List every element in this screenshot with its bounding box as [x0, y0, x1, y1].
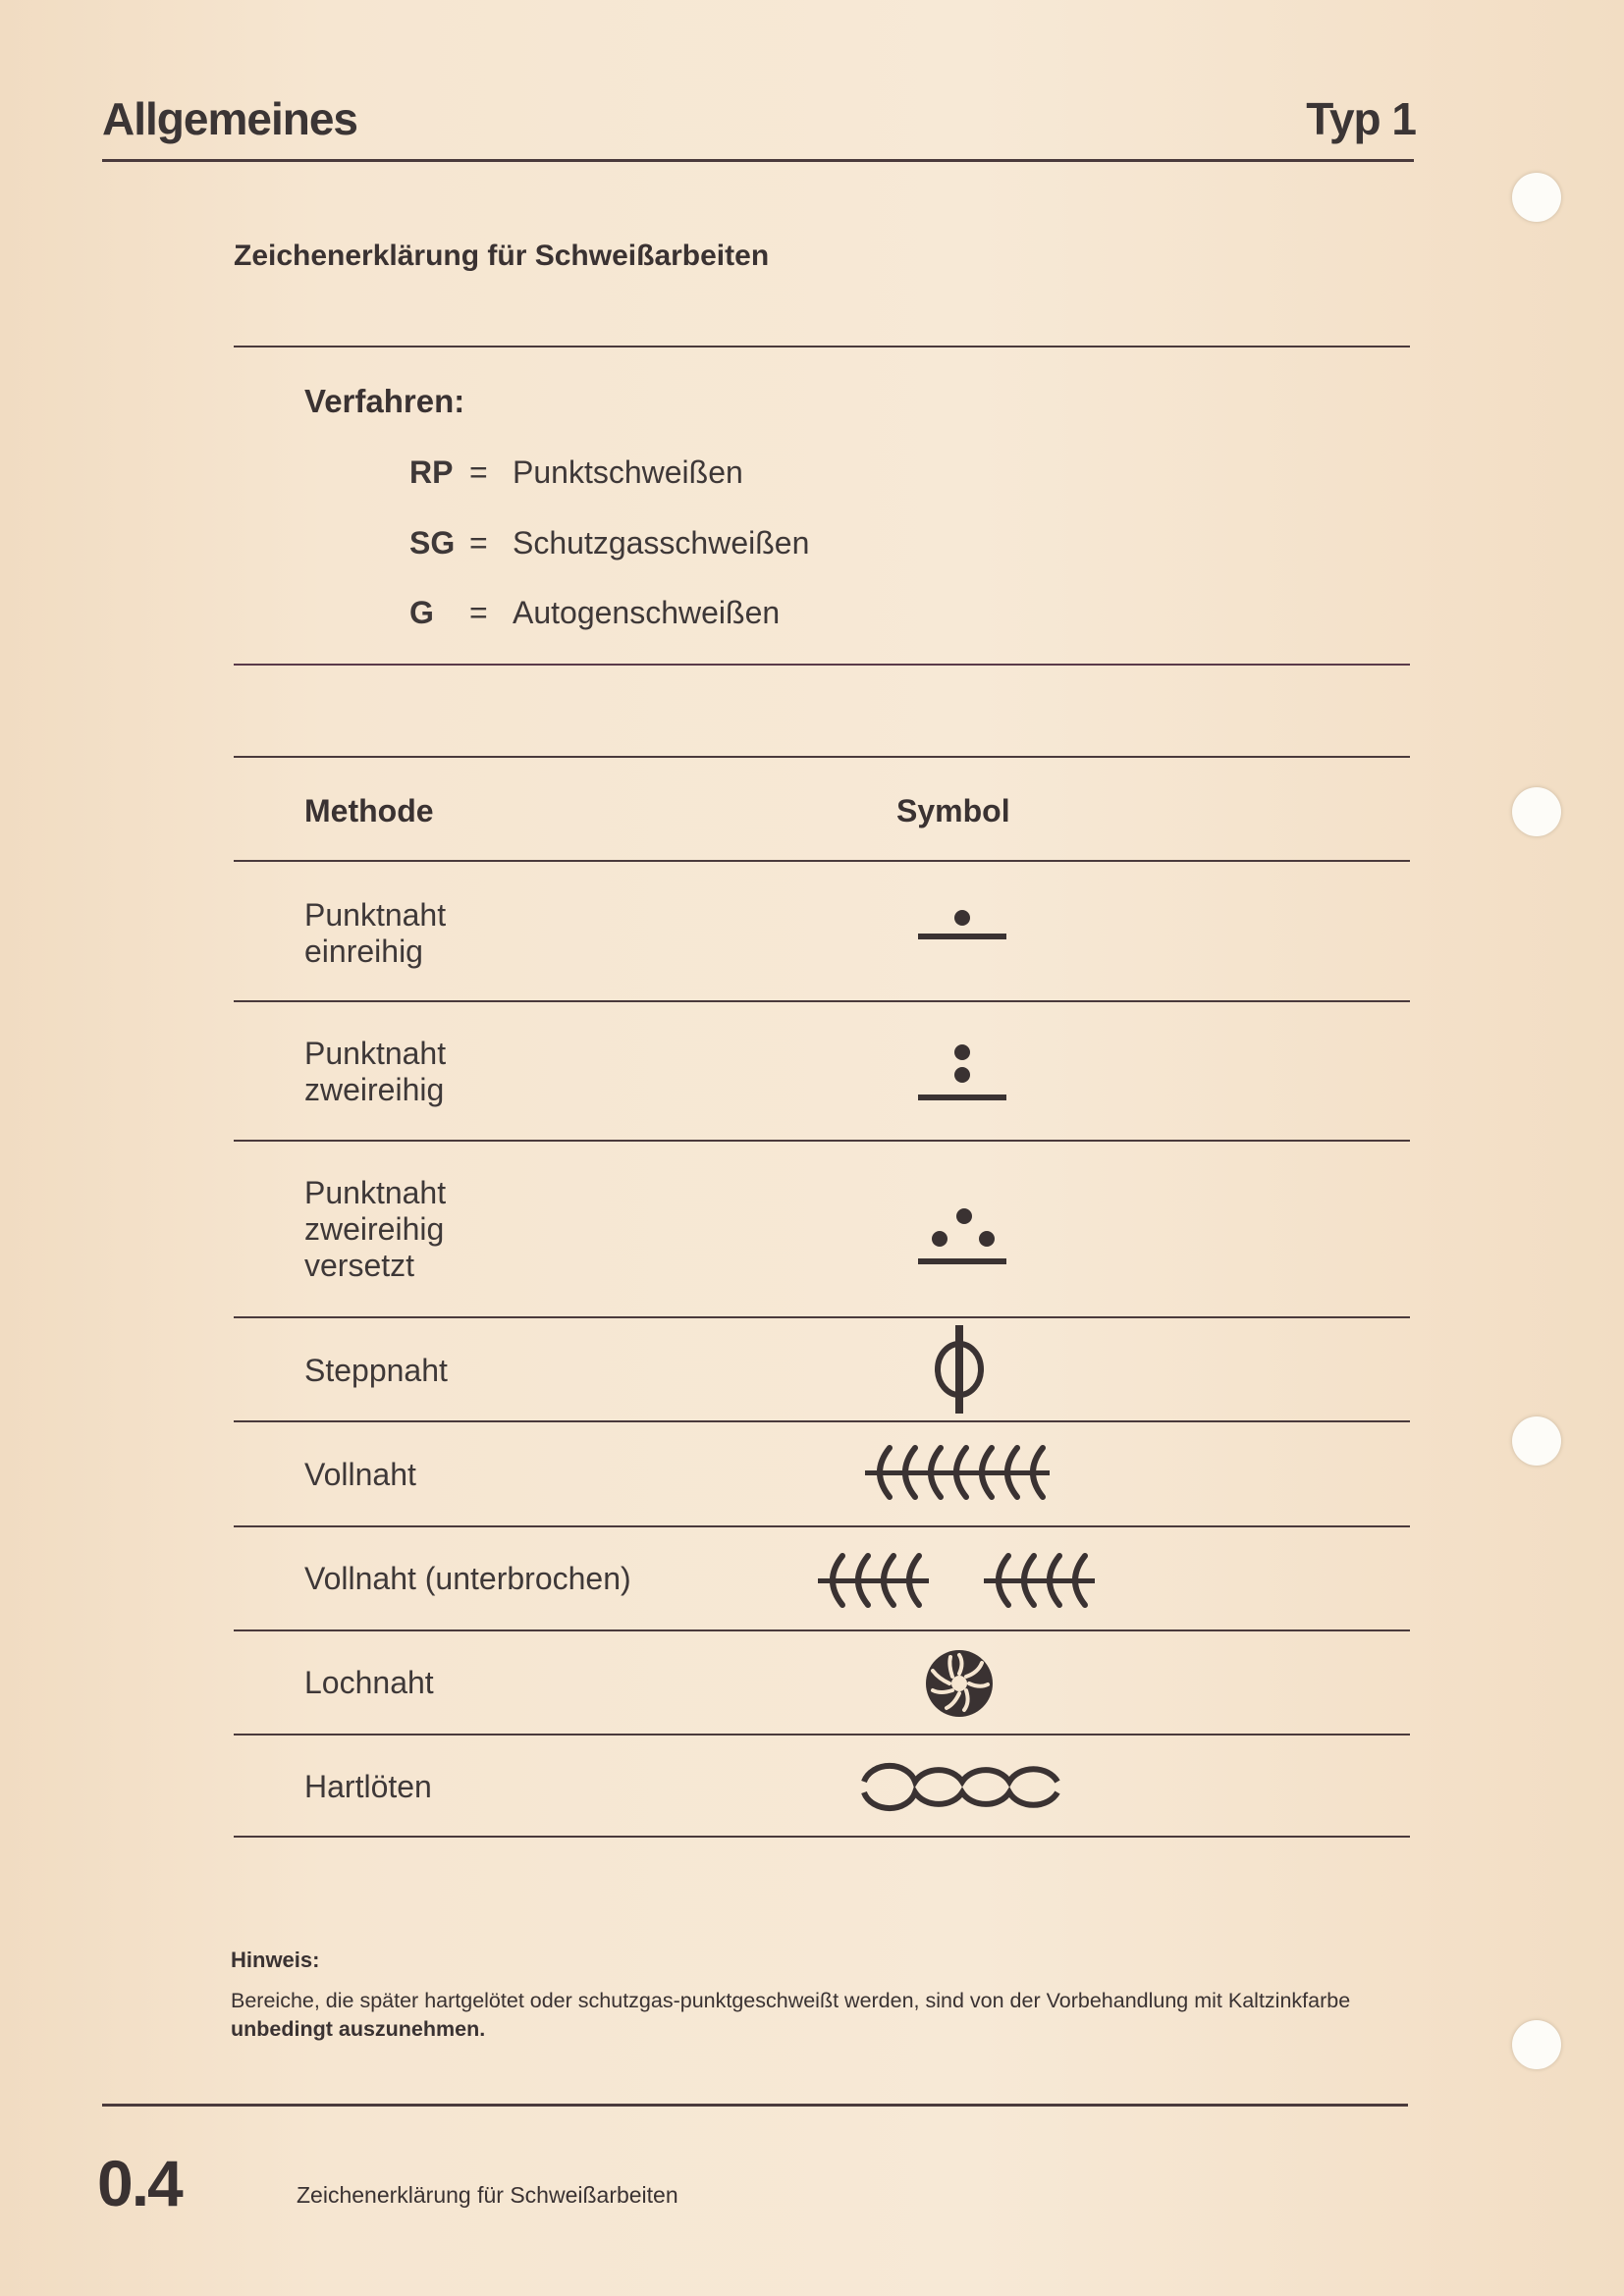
method-label: Vollnaht (unterbrochen)	[304, 1561, 631, 1596]
label: Schutzgasschweißen	[513, 525, 810, 561]
equals: =	[469, 595, 488, 630]
method-label: Punktnaht zweireihig	[304, 1036, 447, 1107]
footer-title: Zeichenerklärung für Schweißarbeiten	[297, 2182, 678, 2208]
row-divider	[234, 1316, 1410, 1318]
intermittent-weld-icon	[815, 1551, 1110, 1610]
circle-bar-icon	[933, 1325, 987, 1414]
divider	[234, 664, 1410, 666]
method-label: Hartlöten	[304, 1769, 432, 1804]
section-subtitle: Zeichenerklärung für Schweißarbeiten	[234, 240, 770, 272]
row-divider	[234, 1140, 1410, 1142]
code: RP	[409, 454, 454, 490]
staggered-dots-line-icon	[918, 1207, 1006, 1268]
row-divider	[234, 1525, 1410, 1527]
punch-hole	[1512, 1416, 1561, 1466]
note-heading: Hinweis:	[231, 1948, 320, 1972]
brazing-chain-icon	[859, 1757, 1060, 1816]
equals: =	[469, 525, 488, 561]
verfahren-heading: Verfahren:	[304, 383, 465, 419]
punch-hole	[1512, 787, 1561, 836]
method-label: Punktnaht zweireihig versetzt	[304, 1175, 447, 1283]
label: Autogenschweißen	[513, 595, 781, 630]
hole-weld-icon	[925, 1649, 994, 1718]
divider	[102, 159, 1414, 162]
equals: =	[469, 454, 488, 490]
method-label: Vollnaht	[304, 1457, 416, 1492]
footer-rule	[102, 2104, 1408, 2107]
type-label: Typ 1	[1306, 93, 1416, 144]
method-label: Punktnaht einreihig	[304, 897, 447, 969]
row-divider	[234, 1420, 1410, 1422]
two-dots-line-icon	[918, 1043, 1006, 1104]
column-header-symbol: Symbol	[896, 793, 1010, 828]
dot-line-icon	[918, 908, 1006, 947]
code: SG	[409, 525, 456, 561]
note-text	[231, 1987, 1380, 2044]
row-divider	[234, 1734, 1410, 1735]
table-top-rule	[234, 756, 1410, 758]
page-title: Allgemeines	[102, 93, 357, 144]
continuous-weld-icon	[862, 1443, 1058, 1502]
note-body: Bereiche, die später hartgelötet oder schutzgas-punktgeschweißt werden, sind von der Vorbehandlung mit Kaltzinkfarbe	[231, 1989, 1351, 2012]
divider	[234, 346, 1410, 347]
row-divider	[234, 1629, 1410, 1631]
code: G	[409, 595, 434, 630]
column-header-method: Methode	[304, 793, 434, 828]
label: Punktschweißen	[513, 454, 743, 490]
table-header-rule	[234, 860, 1410, 862]
punch-hole	[1512, 2020, 1561, 2069]
note-emphasis: unbedingt auszunehmen.	[231, 2017, 486, 2041]
table-bottom-rule	[234, 1836, 1410, 1838]
row-divider	[234, 1000, 1410, 1002]
punch-hole	[1512, 173, 1561, 222]
page-number: 0.4	[97, 2147, 182, 2219]
method-label: Steppnaht	[304, 1353, 448, 1388]
method-label: Lochnaht	[304, 1665, 434, 1700]
